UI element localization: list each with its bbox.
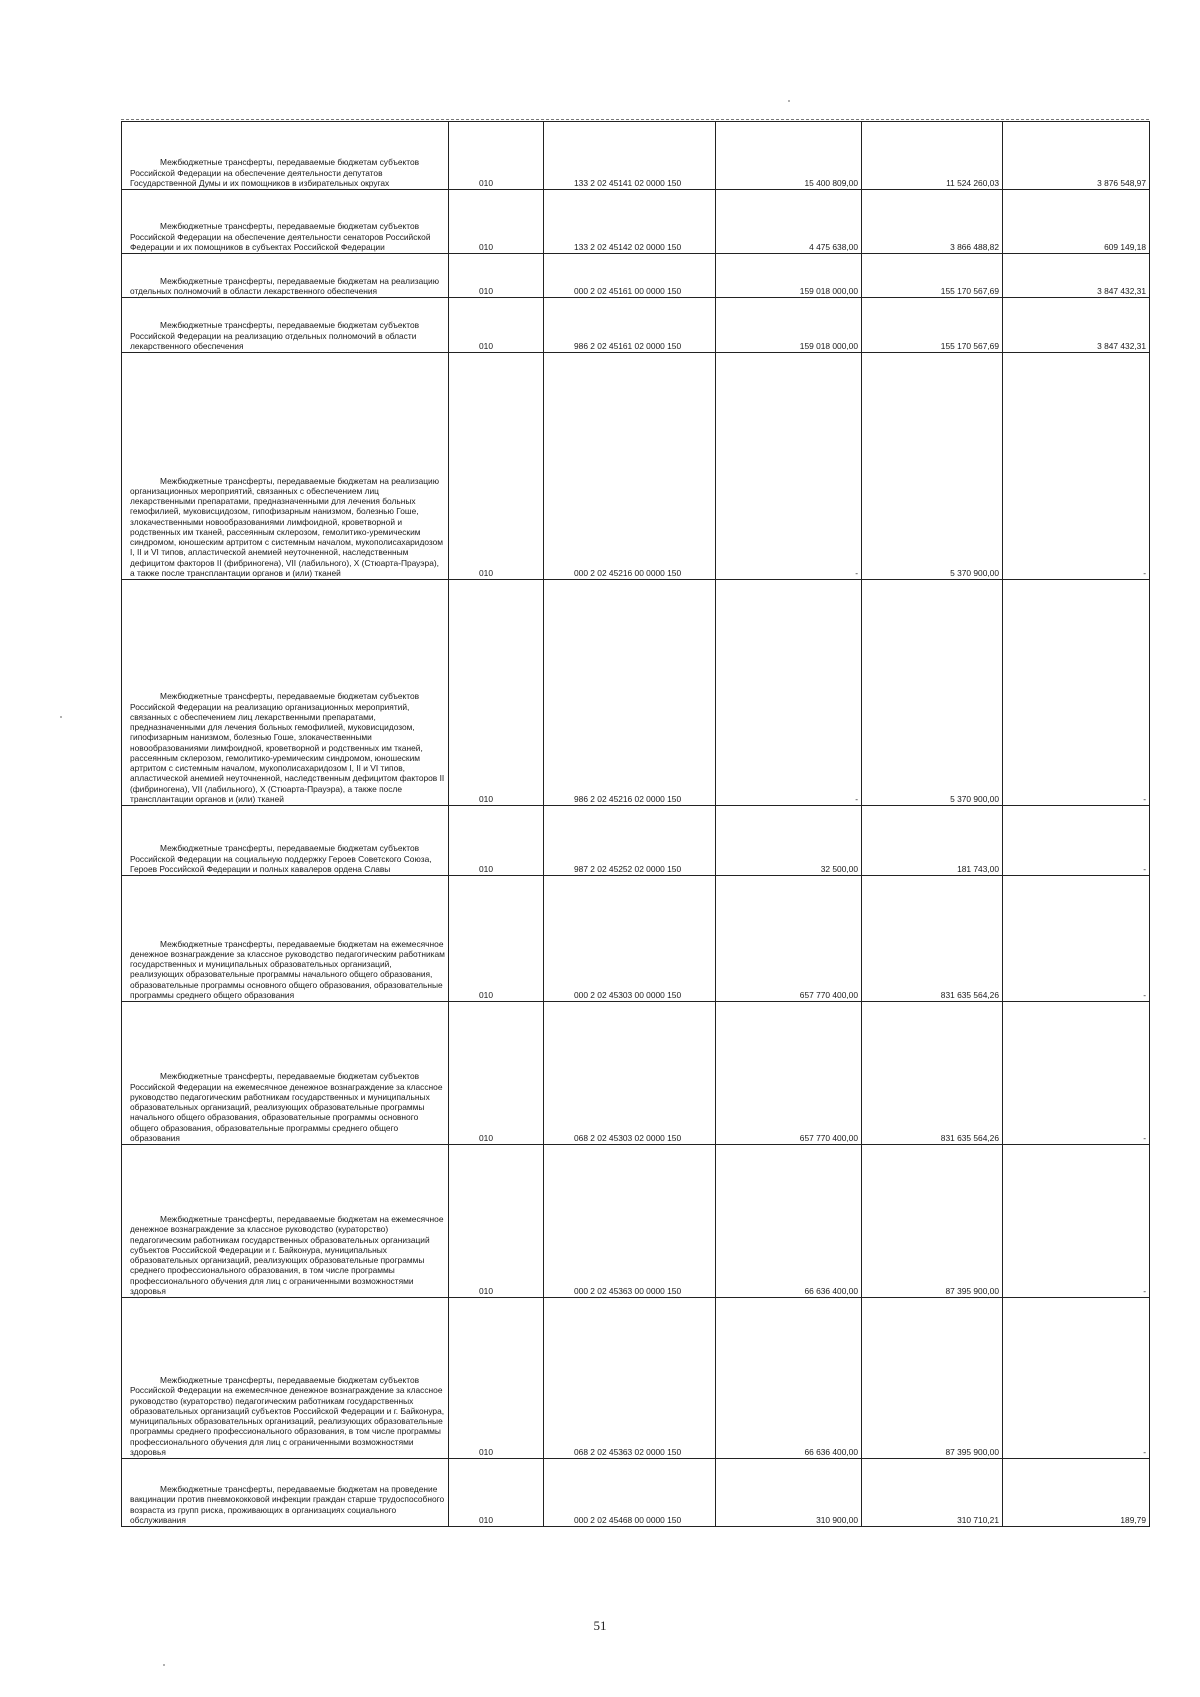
row-code-cell xyxy=(449,1145,544,1298)
row-executed-cell xyxy=(862,876,1003,1002)
row-name-text: Межбюджетные трансферты, передаваемые бюджетам на реализацию организационных мероприятий, связанных с обеспечением лиц лекарственными препаратами, предназначенными для лечения больных гемофилией, муковисцидозом, гипофизарным нанизмом, болезнью Гоше, злокачественными новообразованиями лимфоидной, кроветворной и родственных им тканей, рассеянным склерозом, гемолитико-уремическим синдромом, юношеским артритом с системным началом, мукополисахаридозом I, II и VI типов, апластической анемией неуточненной, наследственным дефицитом факторов II (фибриногена), VII (лабильного), X (Стюарта-Прауэра), а также после трансплантации органов и (или) тканей xyxy=(130,475,444,578)
row-kbk-text: 000 2 02 45468 00 0000 150 xyxy=(574,1514,682,1525)
row-code-cell xyxy=(449,298,544,353)
row-unexecuted-text: - xyxy=(1143,1285,1146,1296)
row-kbk-text: 986 2 02 45216 02 0000 150 xyxy=(574,793,682,804)
row-kbk-cell xyxy=(544,806,716,876)
row-kbk-cell xyxy=(544,1145,716,1298)
table-row xyxy=(122,353,1150,580)
row-kbk-cell xyxy=(544,580,716,806)
row-kbk-text: 986 2 02 45161 02 0000 150 xyxy=(574,340,682,351)
row-code-cell xyxy=(449,353,544,580)
row-name-text: Межбюджетные трансферты, передаваемые бюджетам субъектов Российской Федерации на ежемесячное денежное вознаграждение за классное руководство (кураторство) педагогическим работникам государственных образовательных организаций субъектов Российской Федерации и г. Байконура, муниципальных образовательных организаций, реализующих образовательные программы среднего профессионального образования, в том числе программы профессионального обучения для лиц с ограниченными возможностями здоровья xyxy=(130,1375,445,1457)
row-unexecuted-cell xyxy=(1003,1459,1150,1527)
row-name-cell xyxy=(122,353,449,580)
row-approved-text: 657 770 400,00 xyxy=(799,1132,858,1143)
row-executed-text: 87 395 900,00 xyxy=(945,1446,999,1457)
row-executed-text: 87 395 900,00 xyxy=(945,1285,999,1296)
row-kbk-cell xyxy=(544,353,716,580)
row-approved-text: 66 636 400,00 xyxy=(804,1285,858,1296)
row-approved-text: 4 475 638,00 xyxy=(809,241,858,252)
row-code-cell xyxy=(449,1459,544,1527)
row-name-cell xyxy=(122,876,449,1002)
row-approved-cell xyxy=(716,1145,862,1298)
row-name-cell xyxy=(122,1002,449,1145)
row-unexecuted-text: - xyxy=(1143,989,1146,1000)
row-kbk-text: 000 2 02 45161 00 0000 150 xyxy=(574,285,682,296)
row-name-text: Межбюджетные трансферты, передаваемые бюджетам субъектов Российской Федерации на социальную поддержку Героев Советского Союза, Героев Российской Федерации и полных кавалеров ордена Славы xyxy=(130,843,432,874)
row-name-cell xyxy=(122,122,449,190)
row-name-text: Межбюджетные трансферты, передаваемые бюджетам субъектов Российской Федерации на реализацию организационных мероприятий, связанных с обеспечением лиц лекарственными препаратами, предназначенными для лечения больных гемофилией, муковисцидозом, гипофизарным нанизмом, болезнью Гоше, злокачественными новообразованиями лимфоидной, кроветворной и родственных им тканей, рассеянным склерозом, гемолитико-уремическим синдромом, юношеским артритом с системным началом, мукополисахаридозом I, II и VI типов, апластической анемией неуточненной, наследственным дефицитом факторов II (фибриногена), VII (лабильного), X (Стюарта-Прауэра), а также после трансплантации органов и (или) тканей xyxy=(130,691,445,804)
row-code-text: 010 xyxy=(479,285,493,296)
row-name-text: Межбюджетные трансферты, передаваемые бюджетам субъектов Российской Федерации на обеспечение деятельности сенаторов Российской Федерации и их помощников в субъектах Российской Федерации xyxy=(130,221,431,252)
row-code-text: 010 xyxy=(479,1285,493,1296)
row-approved-cell xyxy=(716,806,862,876)
row-code-text: 010 xyxy=(479,1446,493,1457)
row-executed-cell xyxy=(862,1459,1003,1527)
row-name-text: Межбюджетные трансферты, передаваемые бюджетам субъектов Российской Федерации на ежемесячное денежное вознаграждение за классное руководство педагогическим работникам государственных и муниципальных образовательных организаций, реализующих образовательные программы начального общего образования, образовательные программы основного общего образования, образовательные программы среднего общего образования xyxy=(130,1071,443,1143)
row-code-text: 010 xyxy=(479,793,493,804)
row-unexecuted-cell xyxy=(1003,254,1150,298)
row-approved-cell xyxy=(716,1298,862,1459)
row-executed-cell xyxy=(862,190,1003,254)
row-executed-text: 5 370 900,00 xyxy=(950,793,999,804)
row-executed-cell xyxy=(862,122,1003,190)
table-row xyxy=(122,580,1150,806)
row-kbk-cell xyxy=(544,254,716,298)
row-name-cell xyxy=(122,1459,449,1527)
row-executed-text: 5 370 900,00 xyxy=(950,567,999,578)
row-name-cell xyxy=(122,190,449,254)
row-kbk-text: 000 2 02 45363 00 0000 150 xyxy=(574,1285,682,1296)
row-approved-text: 657 770 400,00 xyxy=(799,989,858,1000)
row-executed-cell xyxy=(862,806,1003,876)
row-name-text: Межбюджетные трансферты, передаваемые бюджетам на ежемесячное денежное вознаграждение за классное руководство педагогическим работникам государственных и муниципальных образовательных организаций, реализующих образовательные программы начального общего образования, образовательные программы основного общего образования, образовательные программы среднего общего образования xyxy=(130,938,445,1000)
row-code-cell xyxy=(449,1002,544,1145)
row-unexecuted-cell xyxy=(1003,580,1150,806)
table-row xyxy=(122,122,1150,190)
row-unexecuted-cell xyxy=(1003,1298,1150,1459)
row-approved-cell xyxy=(716,876,862,1002)
row-executed-text: 11 524 260,03 xyxy=(946,177,999,188)
row-approved-cell xyxy=(716,1459,862,1527)
row-kbk-text: 133 2 02 45141 02 0000 150 xyxy=(574,177,682,188)
table-row xyxy=(122,1459,1150,1527)
row-code-cell xyxy=(449,876,544,1002)
row-code-text: 010 xyxy=(479,989,493,1000)
row-name-cell xyxy=(122,1298,449,1459)
row-kbk-text: 987 2 02 45252 02 0000 150 xyxy=(574,863,682,874)
table-body xyxy=(122,122,1150,1527)
row-approved-text: 66 636 400,00 xyxy=(804,1446,858,1457)
table-row xyxy=(122,190,1150,254)
row-name-text: Межбюджетные трансферты, передаваемые бюджетам субъектов Российской Федерации на обеспечение деятельности депутатов Государственной Думы и их помощников в избирательных округах xyxy=(130,157,420,188)
table-row xyxy=(122,876,1150,1002)
row-approved-cell xyxy=(716,580,862,806)
budget-transfers-table xyxy=(121,121,1150,1527)
row-code-text: 010 xyxy=(479,1132,493,1143)
row-unexecuted-text: - xyxy=(1143,863,1146,874)
row-kbk-cell xyxy=(544,1298,716,1459)
row-kbk-text: 000 2 02 45216 00 0000 150 xyxy=(574,567,682,578)
row-kbk-cell xyxy=(544,876,716,1002)
table-row xyxy=(122,254,1150,298)
row-unexecuted-text: - xyxy=(1143,793,1146,804)
row-approved-text: 159 018 000,00 xyxy=(799,285,858,296)
row-approved-text: 15 400 809,00 xyxy=(804,177,858,188)
row-code-cell xyxy=(449,806,544,876)
row-approved-cell xyxy=(716,353,862,580)
row-kbk-cell xyxy=(544,298,716,353)
row-kbk-cell xyxy=(544,190,716,254)
page-number: 51 xyxy=(593,1618,607,1633)
row-name-cell xyxy=(122,1145,449,1298)
row-unexecuted-text: - xyxy=(1143,1132,1146,1143)
row-approved-text: 310 900,00 xyxy=(816,1514,858,1525)
row-executed-cell xyxy=(862,254,1003,298)
row-code-text: 010 xyxy=(479,1514,493,1525)
row-unexecuted-cell xyxy=(1003,1145,1150,1298)
row-executed-text: 3 866 488,82 xyxy=(950,241,999,252)
row-approved-text: 32 500,00 xyxy=(820,863,858,874)
row-unexecuted-text: 3 876 548,97 xyxy=(1097,177,1146,188)
row-name-cell xyxy=(122,806,449,876)
row-executed-text: 310 710,21 xyxy=(957,1514,999,1525)
row-unexecuted-cell xyxy=(1003,298,1150,353)
row-code-cell xyxy=(449,1298,544,1459)
row-unexecuted-cell xyxy=(1003,1002,1150,1145)
row-code-cell xyxy=(449,190,544,254)
row-unexecuted-cell xyxy=(1003,122,1150,190)
row-code-text: 010 xyxy=(479,567,493,578)
row-executed-text: 155 170 567,69 xyxy=(940,285,999,296)
row-approved-text: - xyxy=(855,567,858,578)
row-kbk-text: 133 2 02 45142 02 0000 150 xyxy=(574,241,682,252)
row-kbk-cell xyxy=(544,1002,716,1145)
row-approved-cell xyxy=(716,1002,862,1145)
scan-speck xyxy=(163,1664,165,1666)
row-name-cell xyxy=(122,580,449,806)
row-unexecuted-text: - xyxy=(1143,1446,1146,1457)
row-kbk-text: 068 2 02 45363 02 0000 150 xyxy=(574,1446,682,1457)
row-name-text: Межбюджетные трансферты, передаваемые бюджетам субъектов Российской Федерации на реализацию отдельных полномочий в области лекарственного обеспечения xyxy=(130,320,420,351)
scan-speck xyxy=(60,716,62,718)
row-kbk-text: 000 2 02 45303 00 0000 150 xyxy=(574,989,682,1000)
row-kbk-cell xyxy=(544,122,716,190)
row-name-text: Межбюджетные трансферты, передаваемые бюджетам на проведение вакцинации против пневмококковой инфекции граждан старше трудоспособного возраста из групп риска, проживающих в организациях социального обслуживания xyxy=(130,1484,445,1525)
row-name-cell xyxy=(122,298,449,353)
row-name-text: Межбюджетные трансферты, передаваемые бюджетам на реализацию отдельных полномочий в области лекарственного обеспечения xyxy=(130,275,440,296)
row-executed-cell xyxy=(862,1002,1003,1145)
row-approved-cell xyxy=(716,122,862,190)
row-code-cell xyxy=(449,254,544,298)
row-executed-cell xyxy=(862,1145,1003,1298)
row-name-text: Межбюджетные трансферты, передаваемые бюджетам на ежемесячное денежное вознаграждение за классное руководство (кураторство) педагогическим работникам государственных образовательных организаций субъектов Российской Федерации и г. Байконура, муниципальных образовательных организаций, реализующих образовательные программы среднего профессионального образования, в том числе программы профессионального обучения для лиц с ограниченными возможностями здоровья xyxy=(130,1214,444,1296)
table-row xyxy=(122,298,1150,353)
row-approved-text: 159 018 000,00 xyxy=(799,340,858,351)
row-name-cell xyxy=(122,254,449,298)
row-code-cell xyxy=(449,122,544,190)
row-unexecuted-text: 609 149,18 xyxy=(1104,241,1146,252)
row-unexecuted-text: 3 847 432,31 xyxy=(1097,340,1146,351)
row-executed-text: 181 743,00 xyxy=(957,863,999,874)
row-executed-cell xyxy=(862,353,1003,580)
row-unexecuted-cell xyxy=(1003,806,1150,876)
row-code-cell xyxy=(449,580,544,806)
row-kbk-text: 068 2 02 45303 02 0000 150 xyxy=(574,1132,682,1143)
row-unexecuted-text: 3 847 432,31 xyxy=(1097,285,1146,296)
row-executed-text: 155 170 567,69 xyxy=(940,340,999,351)
row-executed-text: 831 635 564,26 xyxy=(940,989,999,1000)
row-executed-cell xyxy=(862,298,1003,353)
row-unexecuted-cell xyxy=(1003,190,1150,254)
row-unexecuted-text: 189,79 xyxy=(1120,1514,1146,1525)
row-approved-cell xyxy=(716,254,862,298)
row-approved-cell xyxy=(716,190,862,254)
table-row xyxy=(122,1145,1150,1298)
row-kbk-cell xyxy=(544,1459,716,1527)
row-code-text: 010 xyxy=(479,241,493,252)
row-executed-text: 831 635 564,26 xyxy=(940,1132,999,1143)
row-approved-text: - xyxy=(855,793,858,804)
row-code-text: 010 xyxy=(479,177,493,188)
row-executed-cell xyxy=(862,1298,1003,1459)
table-row xyxy=(122,806,1150,876)
row-approved-cell xyxy=(716,298,862,353)
table-row xyxy=(122,1298,1150,1459)
table-row xyxy=(122,1002,1150,1145)
scan-speck xyxy=(788,100,790,102)
row-unexecuted-cell xyxy=(1003,353,1150,580)
row-code-text: 010 xyxy=(479,863,493,874)
row-executed-cell xyxy=(862,580,1003,806)
row-unexecuted-text: - xyxy=(1143,567,1146,578)
row-unexecuted-cell xyxy=(1003,876,1150,1002)
row-code-text: 010 xyxy=(479,340,493,351)
